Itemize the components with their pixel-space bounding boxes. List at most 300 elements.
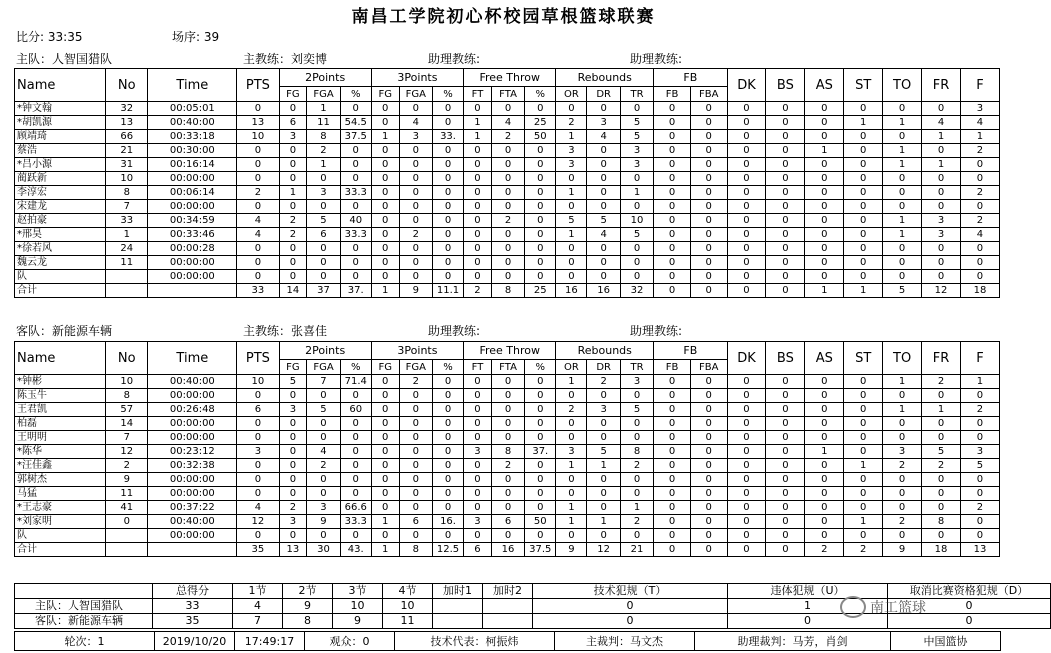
stat-cell: 0	[464, 473, 492, 487]
player-name: 队	[15, 529, 106, 543]
stat-cell: 0	[525, 228, 556, 242]
stat-cell: 13	[237, 116, 279, 130]
game-number-value: 39	[203, 30, 220, 44]
stat-cell: 0	[371, 501, 399, 515]
stat-cell: 1	[922, 158, 961, 172]
stat-cell: 0	[432, 487, 463, 501]
player-row	[15, 144, 1000, 158]
stat-cell: 00:30:00	[148, 144, 237, 158]
col-sub-header: OR	[556, 360, 587, 375]
stat-cell: 5	[307, 214, 340, 228]
stat-cell: 0	[371, 102, 399, 116]
total-cell: 21	[620, 543, 653, 557]
stat-cell: 0	[883, 130, 922, 144]
stat-cell: 00:26:48	[148, 403, 237, 417]
stat-cell: 0	[307, 473, 340, 487]
stat-cell: 0	[432, 158, 463, 172]
stat-cell: 3	[960, 445, 999, 459]
stat-cell: 00:33:18	[148, 130, 237, 144]
stat-cell: 0	[399, 389, 432, 403]
total-row	[15, 543, 1000, 557]
stat-cell: 1	[556, 375, 587, 389]
stat-cell: 0	[464, 158, 492, 172]
watermark	[840, 596, 926, 618]
col-group-header: FB	[654, 69, 727, 87]
stat-cell: 0	[654, 417, 691, 431]
stat-cell: 13	[106, 116, 148, 130]
stat-cell: 0	[844, 130, 883, 144]
stat-cell: 0	[690, 270, 727, 284]
stat-cell: 3	[922, 228, 961, 242]
stat-cell: 3	[279, 130, 307, 144]
stat-cell: 00:23:12	[148, 445, 237, 459]
stat-cell: 0	[844, 473, 883, 487]
stat-cell: 0	[690, 529, 727, 543]
stat-cell: 0	[587, 242, 620, 256]
col-sub-header: %	[525, 360, 556, 375]
stat-cell: 0	[491, 417, 524, 431]
col-group-header: Rebounds	[556, 69, 654, 87]
stat-cell: 0	[690, 487, 727, 501]
stat-cell: 0	[340, 158, 371, 172]
player-row	[15, 116, 1000, 130]
stat-cell: 0	[237, 172, 279, 186]
stat-cell: 0	[432, 529, 463, 543]
stat-cell: 3	[237, 445, 279, 459]
stat-cell: 2	[922, 459, 961, 473]
stat-cell: 0	[766, 515, 805, 529]
stat-cell: 0	[340, 431, 371, 445]
summary-cell	[483, 614, 533, 629]
stat-cell: 11	[307, 116, 340, 130]
col-group-header: Free Throw	[464, 342, 556, 360]
stat-cell: 0	[587, 172, 620, 186]
total-cell: 0	[690, 543, 727, 557]
total-cell: 32	[620, 284, 653, 298]
player-name: *徐若风	[15, 242, 106, 256]
stat-cell: 0	[727, 431, 766, 445]
stat-cell: 0	[727, 473, 766, 487]
stat-cell: 0	[399, 445, 432, 459]
stat-cell: 9	[106, 473, 148, 487]
stat-cell: 0	[587, 501, 620, 515]
stat-cell: 0	[690, 228, 727, 242]
stat-cell: 0	[844, 270, 883, 284]
stat-cell: 0	[525, 459, 556, 473]
stat-cell: 54.5	[340, 116, 371, 130]
col-name-header: Name	[15, 69, 106, 102]
stat-cell: 1	[307, 102, 340, 116]
home-assistant-2: 助理教练:	[630, 52, 683, 66]
stat-cell: 0	[491, 403, 524, 417]
stat-cell: 0	[556, 102, 587, 116]
col-group-header: 2Points	[279, 69, 371, 87]
score-info	[16, 28, 82, 45]
stat-cell: 0	[727, 487, 766, 501]
stat-cell: 0	[399, 529, 432, 543]
stat-cell: 0	[727, 375, 766, 389]
stat-cell: 0	[464, 501, 492, 515]
stat-cell: 0	[960, 158, 999, 172]
stat-cell: 0	[654, 130, 691, 144]
stat-cell: 0	[654, 158, 691, 172]
stat-cell: 0	[922, 102, 961, 116]
col-f-header: F	[960, 69, 999, 102]
stat-cell: 0	[844, 158, 883, 172]
stat-cell: 0	[464, 431, 492, 445]
player-row	[15, 403, 1000, 417]
stat-cell: 3	[464, 445, 492, 459]
stat-cell: 0	[766, 417, 805, 431]
stat-cell: 0	[960, 270, 999, 284]
stat-cell: 0	[883, 256, 922, 270]
stat-cell: 0	[883, 102, 922, 116]
stat-cell: 0	[371, 389, 399, 403]
stat-cell: 1	[371, 515, 399, 529]
stat-cell: 0	[654, 228, 691, 242]
stat-cell: 00:06:14	[148, 186, 237, 200]
stat-cell: 50	[525, 130, 556, 144]
stat-cell: 0	[399, 256, 432, 270]
col-fr-header: FR	[922, 342, 961, 375]
stat-cell: 0	[766, 158, 805, 172]
stat-cell: 3	[883, 445, 922, 459]
col-sub-header: FT	[464, 360, 492, 375]
stat-cell: 0	[766, 445, 805, 459]
stat-cell: 0	[766, 389, 805, 403]
col-to-header: TO	[883, 342, 922, 375]
stat-cell: 00:00:00	[148, 389, 237, 403]
stat-cell: 0	[432, 389, 463, 403]
stat-cell: 0	[237, 158, 279, 172]
summary-cell: 0	[888, 614, 1051, 629]
stat-cell: 0	[491, 473, 524, 487]
stat-cell: 0	[844, 487, 883, 501]
stat-cell: 0	[766, 102, 805, 116]
stat-cell: 0	[556, 200, 587, 214]
footer-time: 17:49:17	[235, 632, 305, 651]
stat-cell: 0	[805, 130, 844, 144]
stat-cell: 0	[844, 501, 883, 515]
player-row	[15, 501, 1000, 515]
stat-cell: 0	[805, 116, 844, 130]
stat-cell: 1	[556, 186, 587, 200]
col-sub-header: FGA	[307, 360, 340, 375]
total-cell: 12	[587, 543, 620, 557]
player-name: 蔺跃新	[15, 172, 106, 186]
player-name: 魏云龙	[15, 256, 106, 270]
stat-cell: 1	[587, 459, 620, 473]
footer-audience: 观众：0	[305, 632, 395, 651]
stat-cell: 0	[237, 431, 279, 445]
stat-cell: 0	[371, 214, 399, 228]
stat-cell: 3	[620, 375, 653, 389]
stat-cell: 2	[106, 459, 148, 473]
stat-cell: 0	[491, 529, 524, 543]
player-row	[15, 228, 1000, 242]
stat-cell: 0	[766, 172, 805, 186]
stat-cell: 0	[620, 200, 653, 214]
stat-cell: 0	[279, 270, 307, 284]
stat-cell: 33.3	[340, 186, 371, 200]
stat-cell: 0	[883, 501, 922, 515]
stat-cell: 0	[556, 473, 587, 487]
stat-cell: 00:00:28	[148, 242, 237, 256]
col-sub-header: TR	[620, 360, 653, 375]
stat-cell: 0	[237, 200, 279, 214]
stat-cell: 0	[960, 431, 999, 445]
total-cell: 9	[556, 543, 587, 557]
stat-cell: 0	[766, 186, 805, 200]
stat-cell: 0	[766, 144, 805, 158]
stat-cell: 0	[844, 102, 883, 116]
stat-cell: 0	[960, 473, 999, 487]
stat-cell: 5	[620, 130, 653, 144]
summary-header	[15, 584, 153, 599]
stat-cell: 0	[620, 102, 653, 116]
footer-org: 中国篮协	[891, 632, 1001, 651]
total-cell: 11.1	[432, 284, 463, 298]
col-to-header: TO	[883, 69, 922, 102]
player-name: 郭树杰	[15, 473, 106, 487]
stat-cell: 14	[106, 417, 148, 431]
stat-cell: 0	[587, 389, 620, 403]
total-cell: 1	[371, 543, 399, 557]
stat-cell: 0	[766, 130, 805, 144]
stat-cell: 0	[883, 186, 922, 200]
stat-cell: 0	[491, 487, 524, 501]
stat-cell: 0	[766, 270, 805, 284]
total-cell	[106, 543, 148, 557]
stat-cell: 0	[883, 529, 922, 543]
summary-header: 技术犯规（T）	[533, 584, 728, 599]
stat-cell: 0	[727, 172, 766, 186]
total-cell: 2	[464, 284, 492, 298]
stat-cell: 2	[883, 459, 922, 473]
stat-cell: 0	[805, 529, 844, 543]
stat-cell: 2	[307, 459, 340, 473]
stat-cell: 4	[922, 116, 961, 130]
stat-cell: 40	[340, 214, 371, 228]
stat-cell: 00:00:00	[148, 270, 237, 284]
stat-cell: 0	[371, 116, 399, 130]
stat-cell: 0	[556, 389, 587, 403]
stat-cell: 0	[464, 200, 492, 214]
stat-cell: 00:00:00	[148, 473, 237, 487]
stat-cell: 0	[922, 389, 961, 403]
footer-assistant-referee: 助理裁判：马芳，肖剑	[695, 632, 891, 651]
stat-cell: 0	[464, 214, 492, 228]
summary-cell: 0	[888, 599, 1051, 614]
stat-cell: 3	[960, 102, 999, 116]
total-cell: 0	[654, 284, 691, 298]
game-number-label: 场序:	[172, 30, 201, 44]
player-name: *刘家明	[15, 515, 106, 529]
total-row	[15, 284, 1000, 298]
player-name: *汪佳鑫	[15, 459, 106, 473]
stat-cell: 0	[371, 158, 399, 172]
watermark-text: 南工篮球	[870, 600, 926, 616]
stat-cell: 0	[727, 214, 766, 228]
stat-cell: 10	[237, 130, 279, 144]
stat-cell: 2	[237, 186, 279, 200]
stat-cell: 0	[279, 158, 307, 172]
stat-cell: 0	[237, 242, 279, 256]
stat-cell: 3	[307, 186, 340, 200]
stat-cell: 3	[464, 515, 492, 529]
stat-cell: 50	[525, 515, 556, 529]
stat-cell: 0	[960, 515, 999, 529]
stat-cell: 0	[883, 270, 922, 284]
stat-cell: 0	[690, 200, 727, 214]
stat-cell: 0	[960, 389, 999, 403]
stat-cell: 0	[399, 487, 432, 501]
total-cell: 1	[371, 284, 399, 298]
stat-cell: 0	[844, 375, 883, 389]
stat-cell: 0	[727, 459, 766, 473]
col-st-header: ST	[844, 342, 883, 375]
stat-cell: 0	[727, 228, 766, 242]
player-row	[15, 445, 1000, 459]
stat-cell: 0	[587, 529, 620, 543]
summary-team: 主队：人智国猎队	[15, 599, 153, 614]
stat-cell: 33.3	[340, 228, 371, 242]
total-cell: 0	[766, 284, 805, 298]
stat-cell: 0	[237, 417, 279, 431]
total-cell: 12.5	[432, 543, 463, 557]
stat-cell: 5	[620, 403, 653, 417]
away-coach-label: 主教练：张喜佳	[243, 324, 328, 338]
col-group-header: Free Throw	[464, 69, 556, 87]
stat-cell: 37.	[525, 445, 556, 459]
stat-cell: 0	[960, 200, 999, 214]
stat-cell: 7	[307, 375, 340, 389]
player-name: 马猛	[15, 487, 106, 501]
stat-cell: 0	[464, 459, 492, 473]
stat-cell	[106, 270, 148, 284]
stat-cell: 00:40:00	[148, 116, 237, 130]
stat-cell: 0	[727, 445, 766, 459]
stat-cell: 1	[805, 445, 844, 459]
stat-cell: 0	[654, 186, 691, 200]
stat-cell: 3	[307, 501, 340, 515]
stat-cell: 0	[371, 445, 399, 459]
stat-cell: 0	[279, 473, 307, 487]
stat-cell: 0	[525, 200, 556, 214]
stat-cell: 1	[279, 186, 307, 200]
total-cell: 8	[399, 543, 432, 557]
stat-cell: 1	[556, 228, 587, 242]
stat-cell: 0	[432, 214, 463, 228]
col-sub-header: %	[340, 360, 371, 375]
total-cell: 5	[883, 284, 922, 298]
stat-cell: 0	[805, 403, 844, 417]
col-sub-header: FGA	[399, 87, 432, 102]
stat-cell: 2	[279, 214, 307, 228]
stat-cell: 5	[307, 403, 340, 417]
stat-cell: 0	[727, 158, 766, 172]
stat-cell: 0	[805, 515, 844, 529]
total-cell	[106, 284, 148, 298]
total-cell: 16	[556, 284, 587, 298]
stat-cell: 1	[960, 130, 999, 144]
stat-cell: 0	[727, 501, 766, 515]
player-name: *胡凯源	[15, 116, 106, 130]
stat-cell: 0	[279, 172, 307, 186]
stat-cell: 0	[432, 270, 463, 284]
stat-cell: 0	[525, 144, 556, 158]
stat-cell: 0	[491, 256, 524, 270]
stat-cell: 1	[556, 515, 587, 529]
stat-cell: 0	[922, 242, 961, 256]
stat-cell: 0	[960, 242, 999, 256]
stat-cell: 0	[727, 515, 766, 529]
col-as-header: AS	[805, 342, 844, 375]
col-sub-header: FBA	[690, 87, 727, 102]
stat-cell: 0	[237, 389, 279, 403]
col-fr-header: FR	[922, 69, 961, 102]
stat-cell: 0	[491, 228, 524, 242]
stat-cell: 12	[106, 445, 148, 459]
total-cell: 1	[844, 284, 883, 298]
stat-cell: 0	[766, 431, 805, 445]
stat-cell: 0	[307, 270, 340, 284]
stat-cell: 0	[491, 158, 524, 172]
stat-cell: 1	[587, 515, 620, 529]
total-cell: 37.5	[525, 543, 556, 557]
stat-cell: 0	[805, 487, 844, 501]
stat-cell: 0	[525, 403, 556, 417]
stat-cell: 0	[432, 102, 463, 116]
stat-cell: 0	[340, 389, 371, 403]
stat-cell: 6	[237, 403, 279, 417]
stat-cell: 0	[844, 389, 883, 403]
away-team-label: 客队：新能源车辆	[16, 324, 113, 338]
stat-cell: 6	[307, 228, 340, 242]
col-sub-header: FGA	[307, 87, 340, 102]
stat-cell: 0	[727, 529, 766, 543]
col-sub-header: FTA	[491, 360, 524, 375]
stat-cell: 1	[556, 459, 587, 473]
stat-cell: 1	[844, 116, 883, 130]
stat-cell: 4	[307, 445, 340, 459]
stat-cell: 0	[307, 417, 340, 431]
stat-cell: 0	[307, 256, 340, 270]
stat-cell: 00:32:38	[148, 459, 237, 473]
player-row	[15, 515, 1000, 529]
stat-cell: 0	[805, 459, 844, 473]
stat-cell: 0	[727, 270, 766, 284]
stat-cell: 0	[922, 256, 961, 270]
stat-cell: 0	[279, 487, 307, 501]
score-value: 33:35	[47, 30, 83, 44]
col-group-header: FB	[654, 342, 727, 360]
total-label: 合计	[15, 284, 106, 298]
stat-cell: 7	[106, 431, 148, 445]
stat-cell: 2	[556, 116, 587, 130]
stat-cell: 0	[922, 144, 961, 158]
stat-cell: 33	[106, 214, 148, 228]
stat-cell: 0	[654, 144, 691, 158]
stat-cell: 0	[805, 102, 844, 116]
stat-cell: 0	[525, 172, 556, 186]
stat-cell: 0	[491, 144, 524, 158]
stat-cell: 0	[620, 431, 653, 445]
stat-cell: 1	[556, 130, 587, 144]
stat-cell: 0	[464, 487, 492, 501]
stat-cell: 00:05:01	[148, 102, 237, 116]
stat-cell: 0	[654, 200, 691, 214]
